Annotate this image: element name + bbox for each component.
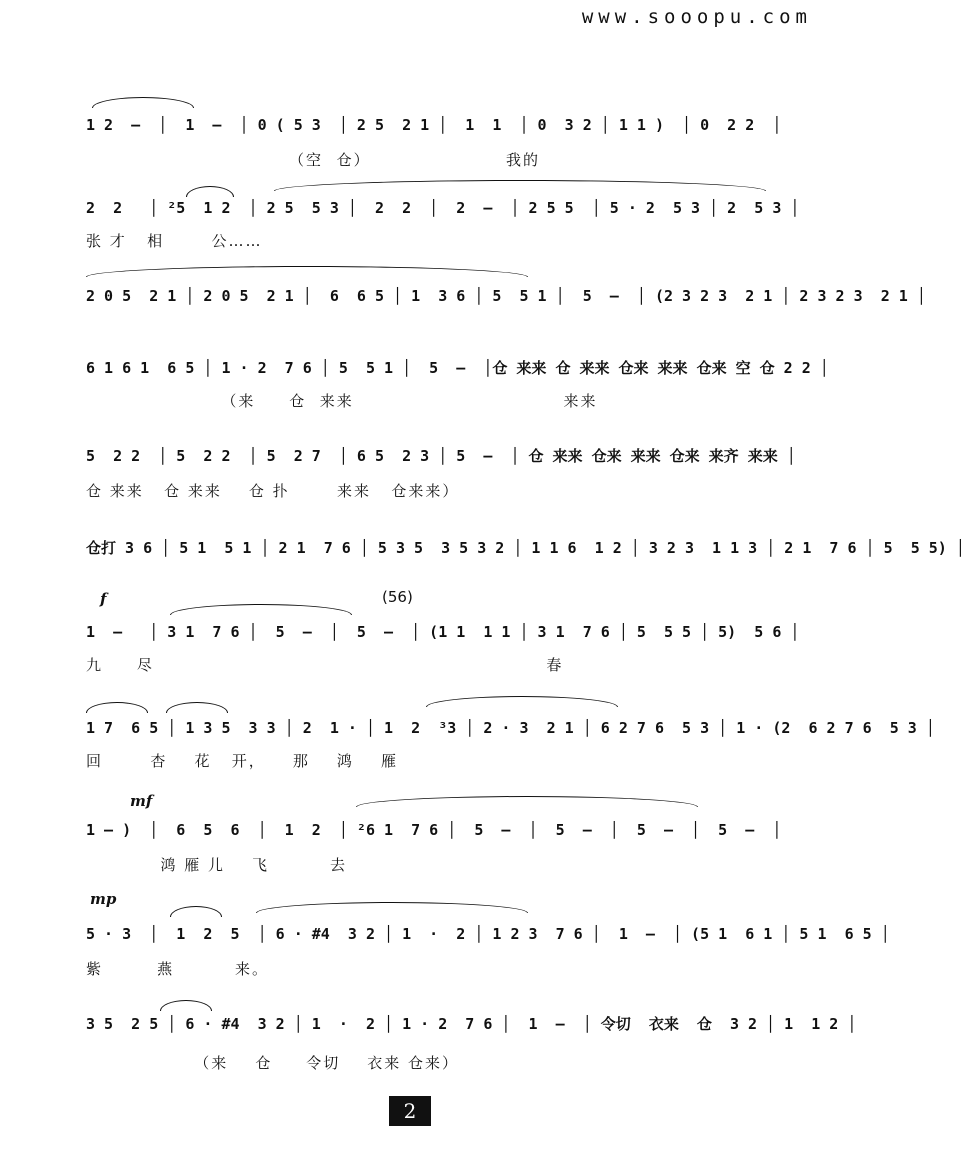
notation-line: 3 5 2 5 │ 6 · #4 3 2 │ 1 · 2 │ 1 · 2 7 6 │ 1 – │ 令切 衣来 仓 3 2 │ 1 1 2 │ (86, 1015, 857, 1033)
lyric-line: 九 尽 春 (86, 656, 564, 674)
notation-line: 6 1 6 1 6 5 │ 1 · 2 7 6 │ 5 5 1 │ 5 – │仓 来来 仓 来来 仓来 来来 仓来 空 仓 2 2 │ (86, 359, 829, 377)
lyric-line: 鸿 雁 儿 飞 去 (86, 856, 347, 874)
notation-line: 1 2 – │ 1 – │ 0 ( 5 3 │ 2 5 2 1 │ 1 1 │ 0 3 2 │ 1 1 ) │ 0 2 2 │ (86, 116, 782, 134)
dynamic-marking: mf (130, 792, 153, 810)
lyric-line: 回 杏 花 开， 那 鸿 雁 (86, 752, 398, 770)
lyric-line: （空 仓） 我的 (86, 151, 540, 169)
notation-line: 5 · 3 │ 1 2 5 │ 6 · #4 3 2 │ 1 · 2 │ 1 2 3 7 6 │ 1 – │ (5 1 6 1 │ 5 1 6 5 │ (86, 925, 890, 943)
notation-line: 1 7 6 5 │ 1 3 5 3 3 │ 2 1 · │ 1 2 ³3 │ 2 · 3 2 1 │ 6 2 7 6 5 3 │ 1 · (2 6 2 7 6 5 3 │ (86, 719, 935, 737)
notation-line: 2 0 5 2 1 │ 2 0 5 2 1 │ 6 6 5 │ 1 3 6 │ 5 5 1 │ 5 – │ (2 3 2 3 2 1 │ 2 3 2 3 2 1 │ (86, 287, 926, 305)
dynamic-marking: f (100, 590, 107, 608)
lyric-line: （来 仓 令切 衣来 仓来） (86, 1054, 460, 1072)
lyric-line: 张 才 相 公…… (86, 232, 263, 250)
page-number: 2 (389, 1096, 431, 1126)
slur-mark (356, 796, 698, 807)
bar-annotation: (56) (382, 588, 413, 606)
site-watermark: www.sooopu.com (581, 6, 812, 28)
lyric-line: 紫 燕 来。 (86, 960, 270, 978)
notation-line: 5 2 2 │ 5 2 2 │ 5 2 7 │ 6 5 2 3 │ 5 – │ 仓 来来 仓来 来来 仓来 来齐 来来 │ (86, 447, 796, 465)
slur-mark (256, 902, 528, 913)
notation-line: 1 – ) │ 6 5 6 │ 1 2 │ ²6 1 7 6 │ 5 – │ 5 – │ 5 – │ 5 – │ (86, 821, 782, 839)
notation-line: 2 2 │ ²5 1 2 │ 2 5 5 3 │ 2 2 │ 2 – │ 2 5 5 │ 5 · 2 5 3 │ 2 5 3 │ (86, 199, 800, 217)
notation-line: 仓打 3 6 │ 5 1 5 1 │ 2 1 7 6 │ 5 3 5 3 5 3 2 │ 1 1 6 1 2 │ 3 2 3 1 1 3 │ 2 1 7 6 │ 5 5 5) │ (86, 539, 965, 557)
notation-line: 1 – │ 3 1 7 6 │ 5 – │ 5 – │ (1 1 1 1 │ 3 1 7 6 │ 5 5 5 │ 5) 5 6 │ (86, 623, 800, 641)
slur-mark (426, 696, 618, 707)
dynamic-marking: mp (90, 890, 117, 908)
lyric-line: （来 仓 来来 来来 (86, 392, 598, 410)
lyric-line: 仓 来来 仓 来来 仓 扑 来来 仓来来） (86, 482, 460, 500)
